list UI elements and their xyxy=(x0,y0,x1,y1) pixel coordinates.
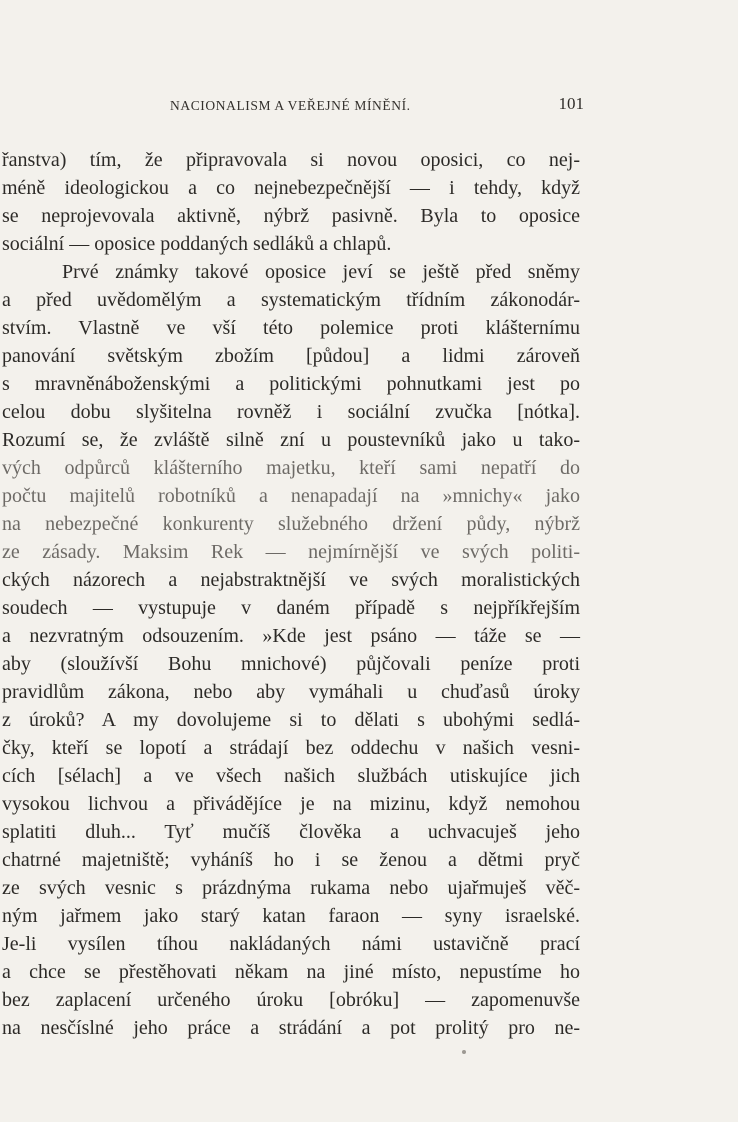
text-line: z úroků? A my dovolujeme si to dělati s ubohými sedlá- xyxy=(2,709,580,731)
text-line: na nesčíslné jeho práce a strádání a pot prolitý pro ne- xyxy=(2,1017,580,1039)
text-line: pravidlům zákona, nebo aby vymáhali u chuďasů úroky xyxy=(2,681,580,703)
text-line: a chce se přestěhovati někam na jiné místo, nepustíme ho xyxy=(2,961,580,983)
text-line: ze svých vesnic s prázdnýma rukama nebo ujařmuješ věč- xyxy=(2,877,580,899)
text-line: stvím. Vlastně ve vší této polemice proti klášternímu xyxy=(2,317,580,339)
ink-speck xyxy=(462,1050,466,1054)
text-line: bez zaplacení určeného úroku [obróku] — zapomenuvše xyxy=(2,989,580,1011)
text-line: ckých názorech a nejabstraktnější ve svých moralistických xyxy=(2,569,580,591)
text-line: cích [sélach] a ve všech našich službách utiskujíce jich xyxy=(2,765,580,787)
text-line: soudech — vystupuje v daném případě s nejpříkřejším xyxy=(2,597,580,619)
running-head: NACIONALISM A VEŘEJNÉ MÍNĚNÍ. xyxy=(170,98,411,113)
text-line: počtu majitelů robotníků a nenapadají na »mnichy« jako xyxy=(2,485,580,507)
text-line: a nezvratným odsouzením. »Kde jest psáno — táže se — xyxy=(2,625,580,647)
text-line: s mravněnáboženskými a politickými pohnutkami jest po xyxy=(2,373,580,395)
page-header xyxy=(160,94,590,118)
text-line: vysokou lichvou a přivádějíce je na mizinu, když nemohou xyxy=(2,793,580,815)
paragraph-start-line: Prvé známky takové oposice jeví se ještě před sněmy xyxy=(62,261,580,283)
text-line: a před uvědomělým a systematickým třídním zákonodár- xyxy=(2,289,580,311)
text-line: chatrné majetniště; vyháníš ho i se ženou a dětmi pryč xyxy=(2,849,580,871)
text-line: čky, kteří se lopotí a strádají bez oddechu v našich vesni- xyxy=(2,737,580,759)
text-line: méně ideologickou a co nejnebezpečnější — i tehdy, když xyxy=(2,177,580,199)
text-line: panování světským zbožím [půdou] a lidmi zároveň xyxy=(2,345,580,367)
text-line: řanstva) tím, že připravovala si novou oposici, co nej- xyxy=(2,149,580,171)
text-line: Je-li vysílen tíhou nakládaných námi ustavičně prací xyxy=(2,933,580,955)
text-line: ným jařmem jako starý katan faraon — syny israelské. xyxy=(2,905,580,927)
text-line: celou dobu slyšitelna rovněž i sociální zvučka [nótka]. xyxy=(2,401,580,423)
text-line: vých odpůrců klášterního majetku, kteří sami nepatří do xyxy=(2,457,580,479)
text-line: aby (sloužívší Bohu mnichové) půjčovali peníze proti xyxy=(2,653,580,675)
text-line: sociální — oposice poddaných sedláků a chlapů. xyxy=(2,233,392,255)
text-line: na nebezpečné konkurenty služebného držení půdy, nýbrž xyxy=(2,513,580,535)
text-line: ze zásady. Maksim Rek — nejmírnější ve svých politi- xyxy=(2,541,580,563)
text-line: Rozumí se, že zvláště silně zní u poustevníků jako u tako- xyxy=(2,429,580,451)
page-number: 101 xyxy=(558,94,584,113)
text-line: splatiti dluh... Tyť mučíš člověka a uchvacuješ jeho xyxy=(2,821,580,843)
text-line: se neprojevovala aktivně, nýbrž pasivně. Byla to oposice xyxy=(2,205,580,227)
